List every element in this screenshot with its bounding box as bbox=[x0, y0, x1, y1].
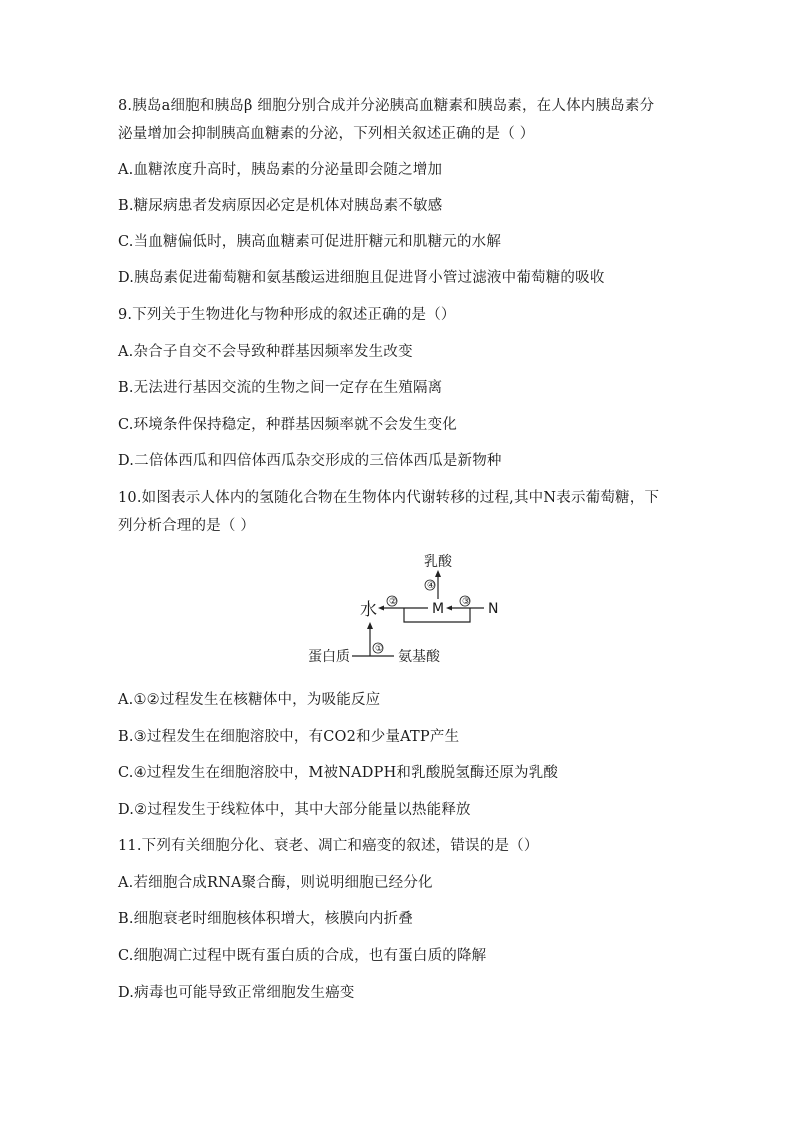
step-3-label: ③ bbox=[462, 597, 471, 607]
q11-option-b: B.细胞衰老时细胞核体积增大，核膜向内折叠 bbox=[118, 911, 413, 927]
q10-stem-line2: 列分析合理的是（ ） bbox=[118, 518, 256, 534]
step-2-label: ② bbox=[389, 597, 398, 607]
arrowhead-water bbox=[378, 606, 384, 611]
q9-option-a: A.杂合子自交不会导致种群基因频率发生改变 bbox=[118, 344, 413, 360]
q10-option-a: A.①②过程发生在核糖体中，为吸能反应 bbox=[118, 692, 381, 708]
metabolism-diagram bbox=[300, 552, 500, 674]
arrowhead-m bbox=[446, 606, 452, 611]
n-label: N bbox=[488, 601, 499, 617]
step-1-label: ① bbox=[375, 644, 384, 654]
arrowhead-lactic bbox=[435, 570, 441, 577]
q9-stem: 9.下列关于生物进化与物种形成的叙述正确的是（） bbox=[118, 307, 456, 323]
q11-option-d: D.病毒也可能导致正常细胞发生癌变 bbox=[118, 985, 355, 1001]
q9-option-b: B.无法进行基因交流的生物之间一定存在生殖隔离 bbox=[118, 380, 443, 396]
step-4-label: ④ bbox=[427, 581, 436, 591]
q10-option-c: C.④过程发生在细胞溶胶中，M被NADPH和乳酸脱氢酶还原为乳酸 bbox=[118, 765, 559, 781]
q11-option-c: C.细胞凋亡过程中既有蛋白质的合成，也有蛋白质的降解 bbox=[118, 948, 487, 964]
arrowhead-up-water bbox=[367, 622, 373, 629]
q11-option-a: A.若细胞合成RNA聚合酶，则说明细胞已经分化 bbox=[118, 875, 433, 891]
q9-option-c: C.环境条件保持稳定，种群基因频率就不会发生变化 bbox=[118, 417, 457, 433]
q9-option-d: D.二倍体西瓜和四倍体西瓜杂交形成的三倍体西瓜是新物种 bbox=[118, 453, 502, 469]
water-label: 水 bbox=[360, 600, 377, 620]
q8-option-a: A.血糖浓度升高时，胰岛素的分泌量即会随之增加 bbox=[118, 162, 443, 178]
m-label: M bbox=[432, 601, 445, 617]
lactic-acid-label: 乳酸 bbox=[424, 554, 452, 570]
q8-stem-line1: 8.胰岛a细胞和胰岛β 细胞分别合成并分泌胰高血糖素和胰岛素，在人体内胰岛素分 bbox=[118, 98, 655, 114]
q8-option-c: C.当血糖偏低时，胰高血糖素可促进肝糖元和肌糖元的水解 bbox=[118, 234, 502, 250]
q10-stem-line1: 10.如图表示人体内的氢随化合物在生物体内代谢转移的过程,其中N表示葡萄糖，下 bbox=[118, 490, 660, 506]
protein-label: 蛋白质 bbox=[308, 649, 350, 665]
metabolism-diagram-svg bbox=[300, 552, 500, 674]
q11-stem: 11.下列有关细胞分化、衰老、凋亡和癌变的叙述，错误的是（） bbox=[118, 838, 539, 854]
q10-option-d: D.②过程发生于线粒体中，其中大部分能量以热能释放 bbox=[118, 802, 471, 818]
amino-acid-label: 氨基酸 bbox=[398, 649, 440, 665]
q10-option-b: B.③过程发生在细胞溶胶中，有CO2和少量ATP产生 bbox=[118, 729, 460, 745]
q8-option-b: B.糖尿病患者发病原因必定是机体对胰岛素不敏感 bbox=[118, 198, 443, 214]
q8-stem-line2: 泌量增加会抑制胰高血糖素的分泌，下列相关叙述正确的是（ ） bbox=[118, 126, 535, 142]
q8-option-d: D.胰岛素促进葡萄糖和氨基酸运进细胞且促进肾小管过滤液中葡萄糖的吸收 bbox=[118, 270, 605, 286]
